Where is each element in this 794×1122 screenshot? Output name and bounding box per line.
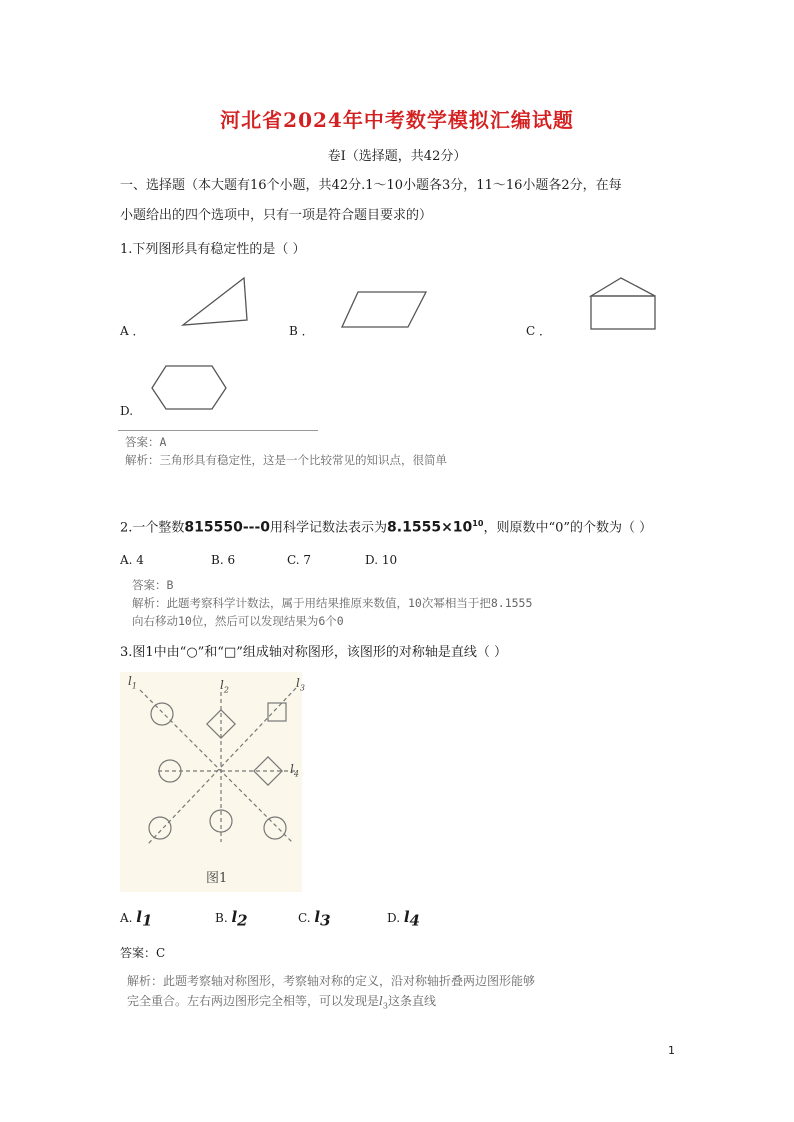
q1-figure-hexagon (150, 364, 230, 412)
q1-answer-divider (118, 430, 318, 431)
q3-analysis-line1: 解析：此题考察轴对称图形，考察轴对称的定义，沿对称轴折叠两边图形能够 (127, 974, 536, 988)
page-title: 河北省2024年中考数学模拟汇编试题 (220, 108, 574, 132)
q3-axis-label-3: $l_3$ (296, 676, 305, 693)
page-number: 1 (668, 1044, 675, 1057)
q3-option-c: C. $l_3$ (298, 908, 331, 930)
q1-option-a-label: A ． (120, 324, 145, 338)
q1-stem: 1.下列图形具有稳定性的是（ ） (120, 242, 306, 257)
q1-figure-house (588, 276, 660, 332)
q2-option-a: A. 4 (120, 553, 144, 567)
circle-top-left (151, 703, 173, 725)
q3-option-b: B. $l_2$ (215, 908, 248, 930)
section-instructions-line2: 小题给出的四个选项中，只有一项是符合题目要求的） (120, 208, 433, 223)
q1-option-c-label: C ． (526, 324, 551, 338)
q2-analysis-line2: 向右移动10位，然后可以发现结果为6个0 (132, 614, 344, 628)
section-instructions-line1: 一、选择题（本大题有16个小题，共42分.1～10小题各3分，11～16小题各2分，在每 (120, 178, 622, 193)
q1-figure-triangle (180, 275, 250, 327)
q2-original-number: 815550---0 (184, 519, 271, 536)
q2-scientific-notation: 8.1555×10 (387, 519, 473, 536)
circle-bottom-left (149, 817, 171, 839)
square-top-right (268, 703, 286, 721)
q3-analysis-line2: 完全重合。左右两边图形完全相等，可以发现是$l_3$这条直线 (127, 994, 436, 1011)
q2-option-b: B. 6 (211, 553, 236, 567)
q3-figure-caption: 图1 (206, 871, 228, 886)
q3-answer: 答案：C (120, 946, 166, 960)
q2-answer: 答案：B (132, 578, 174, 592)
q2-analysis-line1: 解析：此题考察科学计数法，属于用结果推原来数值，10次幂相当于把8.1555 (132, 596, 533, 610)
q2-stem-mid: 用科学记数法表示为 (270, 520, 388, 536)
q1-option-b-label: B ． (289, 324, 314, 338)
q2-stem-prefix: 2.一个整数 (120, 520, 185, 536)
q2-stem (120, 509, 652, 543)
q3-figure (120, 672, 305, 892)
q1-option-d-label: D. (120, 404, 134, 418)
page-subtitle: 卷Ⅰ（选择题，共42分） (327, 149, 467, 164)
q1-answer: 答案：A (125, 435, 167, 449)
q2-exponent: 10 (472, 519, 484, 528)
q3-axis-label-1: $l_1$ (128, 674, 137, 691)
q1-analysis: 解析：三角形具有稳定性，这是一个比较常见的知识点，很简单 (125, 453, 447, 467)
circle-bottom-right (264, 817, 286, 839)
q3-axis-label-4: $l_4$ (290, 762, 299, 779)
q1-figure-parallelogram (340, 290, 430, 330)
q3-option-a: A. $l_1$ (120, 908, 153, 930)
q3-option-d: D. $l_4$ (387, 908, 420, 930)
circle-middle-left (159, 760, 181, 782)
q2-option-d: D. 10 (365, 553, 398, 567)
q2-option-c: C. 7 (287, 553, 312, 567)
q3-axis-label-2: $l_2$ (220, 678, 229, 695)
q2-stem-suffix: ，则原数中“0”的个数为（ ） (483, 520, 653, 536)
q3-stem: 3.图1中由“○”和“□”组成轴对称图形，该图形的对称轴是直线（ ） (120, 645, 508, 660)
q3-figure-drawing (120, 672, 302, 892)
